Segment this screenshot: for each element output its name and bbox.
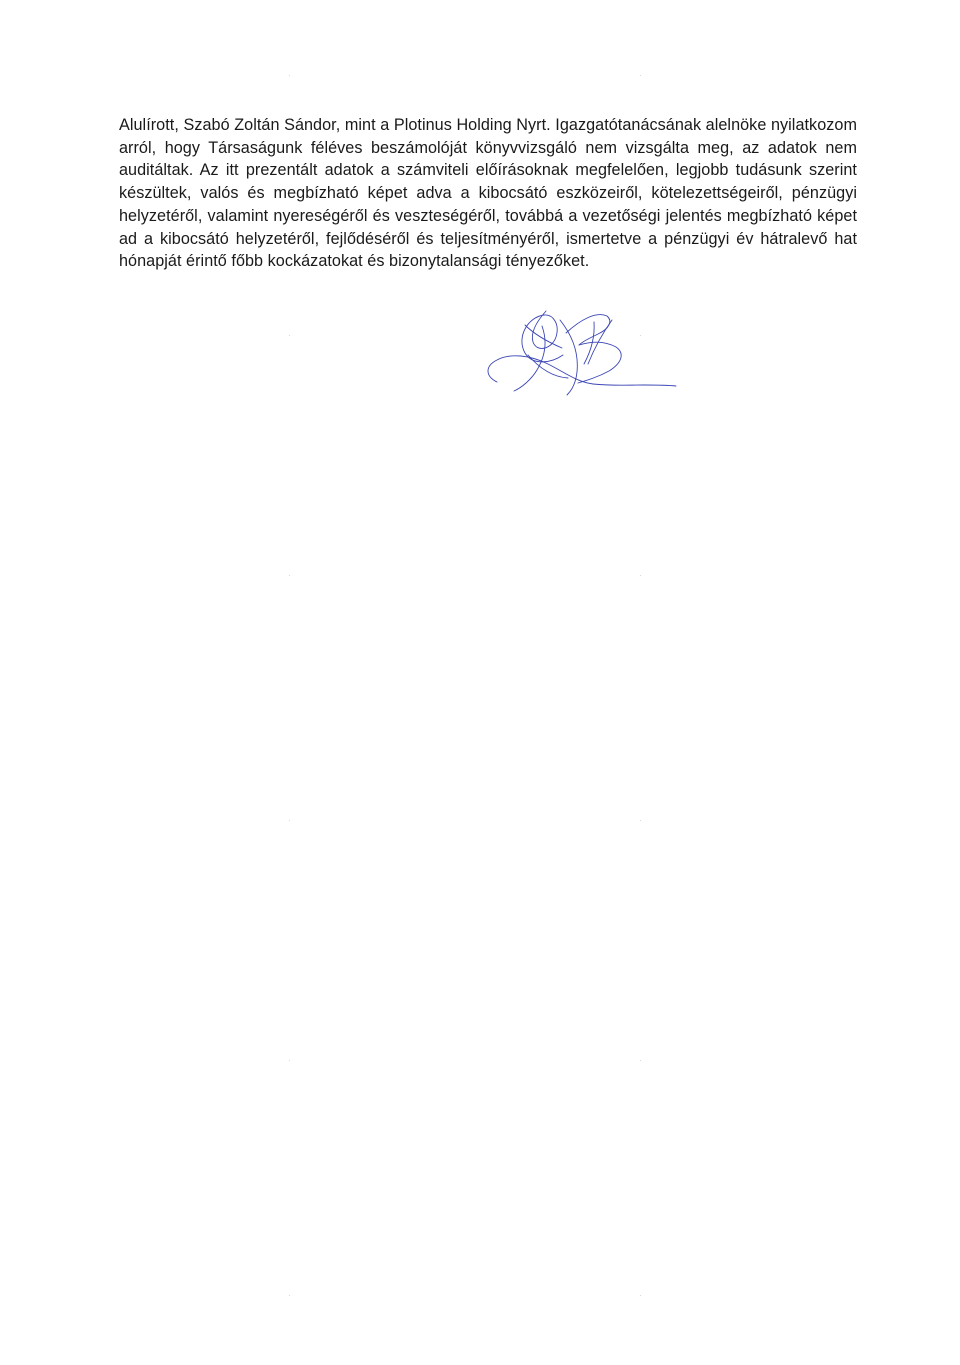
scan-speck bbox=[640, 1060, 641, 1061]
scan-speck bbox=[640, 575, 641, 576]
scan-speck bbox=[289, 1295, 290, 1296]
scan-speck bbox=[640, 335, 641, 336]
scan-speck bbox=[289, 75, 290, 76]
declaration-paragraph: Alulírott, Szabó Zoltán Sándor, mint a Plotinus Holding Nyrt. Igazgatótanácsának alelnöke nyilatkozom arról, hogy Társaságunk féléves beszámolóját könyvvizsgáló nem vizsgálta meg, az adatok nem auditáltak. Az itt prezentált adatok a számviteli előírásoknak megfelelően, legjobb tudásunk szerint készültek, valós és megbízható képet adva a kibocsátó eszközeiről, kötelezettségeiről, pénzügyi helyzetéről, valamint nyereségéről és veszteségéről, továbbá a vezetőségi jelentés megbízható képet ad a kibocsátó helyzetéről, fejlődéséről és teljesítményéről, ismertetve a pénzügyi év hátralevő hat hónapját érintő főbb kockázatokat és bizonytalansági tényezőket. bbox=[119, 116, 857, 271]
scan-speck bbox=[640, 1295, 641, 1296]
scan-speck bbox=[289, 820, 290, 821]
scan-speck bbox=[289, 335, 290, 336]
scan-speck bbox=[640, 820, 641, 821]
scan-speck bbox=[289, 1060, 290, 1061]
signature-strokes bbox=[488, 311, 676, 395]
handwritten-signature bbox=[480, 306, 685, 398]
scan-speck bbox=[640, 75, 641, 76]
scan-speck bbox=[289, 575, 290, 576]
